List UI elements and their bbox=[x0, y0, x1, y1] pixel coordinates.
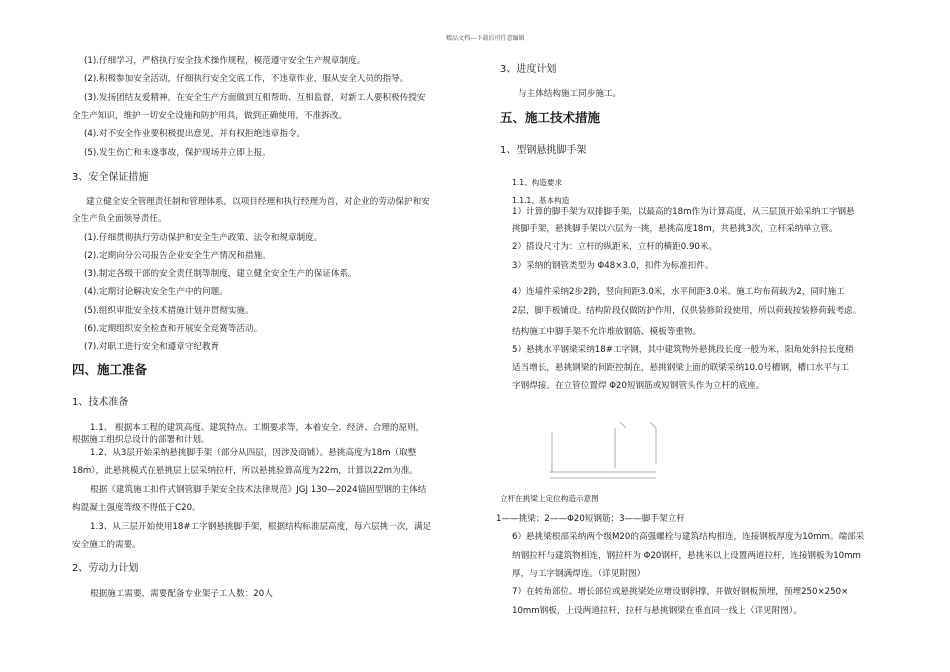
page-header: 精品文档---下载后可任意编辑 bbox=[446, 35, 525, 42]
paragraph-line: (7).对职工进行安全和遵章守纪教育 bbox=[84, 342, 220, 352]
paragraph-line: 10mm钢板，上设两道拉杆，拉杆与悬挑钢梁在垂直同一线上（详见附图）。 bbox=[512, 606, 802, 616]
chapter-heading: 四、施工准备 bbox=[72, 362, 148, 377]
paragraph-line: (5).组织审批安全技术措施计划并贯彻实施。 bbox=[84, 306, 254, 316]
paragraph-line: 根据施工需要，需要配备专业架子工人数：20人 bbox=[90, 589, 273, 599]
paragraph-line: (1).仔细贯彻执行劳动保护和安全生产政策、法令和规章制度。 bbox=[84, 233, 323, 243]
section-heading: 2、劳动力计划 bbox=[72, 563, 139, 574]
chapter-heading: 五、施工技术措施 bbox=[500, 110, 601, 125]
paragraph-line: (2).定期向分公司报告企业安全生产情况和措施。 bbox=[84, 251, 271, 261]
scaffold-diagram bbox=[530, 420, 670, 490]
paragraph-line: 适当增长，悬挑钢梁的间距控制在，悬挑钢梁上面的联梁采纳10.0号槽钢，槽口水平与工 bbox=[512, 363, 850, 373]
paragraph-line: 挑脚手架，悬挑脚手架以六层为一挑，悬挑高度18m，共悬挑3次，立杆采纳单立管。 bbox=[512, 224, 838, 234]
paragraph-line: 字钢焊接。在立管位置焊 Φ20短钢筋或短钢管头作为立杆的底座。 bbox=[512, 381, 765, 391]
figure-legend: 1——挑梁；2——Φ20短钢筋；3——脚手架立杆 bbox=[496, 514, 685, 524]
paragraph-line: 根据施工组织总设计的部署和计划。 bbox=[72, 435, 210, 445]
paragraph-line: 与主体结构施工同步施工。 bbox=[518, 89, 622, 99]
paragraph-line: 1.3、从三层开始使用18#工字钢悬挑脚手架，根据结构标准层高度，每六层挑一次，满足 bbox=[90, 522, 432, 532]
paragraph-line: 建立健全安全管理责任制和管理体系，以项目经理和执行经理为首，对企业的劳动保护和安 bbox=[86, 197, 430, 207]
paragraph-line: 6）悬挑梁根部采纳两个级M20的高强螺栓与建筑结构相连，连接钢板厚度为10mm。端部采 bbox=[512, 532, 865, 542]
subsection-heading: 1.1.1、基本构造 bbox=[512, 196, 570, 205]
paragraph-line: (4).定期讨论解决安全生产中的问题。 bbox=[84, 287, 228, 297]
paragraph-line: 纳钢拉杆与建筑物相连，钢拉杆为 Φ20钢杆，悬挑米以上设置两道拉杆，连接钢板为10mm bbox=[512, 551, 861, 561]
paragraph-line: (1).仔细学习，严格执行安全技术操作规程，模范遵守安全生产规章制度。 bbox=[84, 56, 366, 66]
paragraph-line: 2层，脚手板铺设。结构阶段仅做防护作用，仅供装修阶段使用，所以荷载按装修荷载考虑。 bbox=[512, 306, 862, 316]
paragraph-line: 厚，与工字钢满焊连。（详见附图） bbox=[512, 569, 646, 579]
paragraph-line: 7）在转角部位、增长部位或悬挑梁处应增设钢斜撑，并做好钢板预埋，预埋250×250× bbox=[512, 587, 849, 597]
paragraph-line: 1.1、 根据本工程的建筑高度、建筑特点、工期要求等，本着安全、经济、合理的原则， bbox=[90, 423, 425, 433]
scaffold-diagram-drawing bbox=[530, 420, 670, 490]
paragraph-line: 构混凝土强度等级不得低于C20。 bbox=[72, 503, 201, 513]
paragraph-line: (3).发扬团结友爱精神，在安全生产方面做到互相帮助、互相监督，对新工人要积极传授安 bbox=[84, 93, 426, 103]
section-heading: 3、安全保证措施 bbox=[72, 172, 149, 183]
paragraph-line: 根据《建筑施工扣件式钢管脚手架安全技术法律规范》JGJ 130—2024锚固型钢的主体结 bbox=[90, 485, 427, 495]
paragraph-line: (6).定期组织安全检查和开展安全竞赛等活动。 bbox=[84, 324, 263, 334]
figure-caption: 立杆在挑梁上定位构造示意图 bbox=[500, 494, 599, 503]
paragraph-line: 结构施工中脚手架不允许堆放钢筋、模板等重物。 bbox=[512, 327, 702, 337]
paragraph-line: 安全施工的需要。 bbox=[72, 540, 141, 550]
paragraph-line: 2）搭设尺寸为：立杆的纵距米，立杆的横距0.90米。 bbox=[512, 242, 718, 252]
paragraph-line: (4).对不安全作业要积极提出意见，并有权拒绝违章指令。 bbox=[84, 129, 306, 139]
section-heading: 1、技术准备 bbox=[72, 397, 129, 408]
paragraph-line: (5).发生伤亡和未遂事故，保护现场并立即上报。 bbox=[84, 148, 271, 158]
diagram-leader-line bbox=[650, 422, 656, 428]
paragraph-line: 18m），此悬挑模式在悬挑层上层采纳拉杆，所以悬挑验算高度为22m，计算以22m为准。 bbox=[72, 466, 418, 476]
paragraph-line: 5）悬挑水平钢梁采纳18#工字钢，其中建筑物外悬挑段长度一般为米，阳角处斜拉长度稍 bbox=[512, 345, 854, 355]
section-heading: 1、型钢悬挑脚手架 bbox=[500, 145, 587, 156]
diagram-leader-line bbox=[620, 422, 626, 428]
paragraph-line: (3).制定各级干部的安全责任制等制度，建立健全安全生产的保证体系。 bbox=[84, 269, 357, 279]
paragraph-line: 全生产知识，维护一切安全设施和防护用具，做到正确使用，不准拆改。 bbox=[72, 111, 348, 121]
subsection-heading: 1.1、构造要求 bbox=[512, 178, 563, 187]
paragraph-line: 全生产负全面领导责任。 bbox=[72, 214, 167, 224]
paragraph-line: 3）采纳的钢管类型为 Φ48×3.0，扣件为标准扣件。 bbox=[512, 261, 714, 271]
paragraph-line: 4）连墙件采纳2步2跨，竖向间距3.0米，水平间距3.0米。施工均布荷载为2，同时施工 bbox=[512, 287, 845, 297]
paragraph-line: 1）计算的脚手架为双排脚手架，以最高的18m作为计算高度，从三层顶开始采纳工字钢悬 bbox=[512, 207, 855, 217]
section-heading: 3、进度计划 bbox=[500, 64, 557, 75]
paragraph-line: 1.2、从3层开始采纳悬挑脚手架（部分从四层，因涉及商铺）。悬挑高度为18m（取整 bbox=[90, 448, 417, 458]
paragraph-line: (2).积极参加安全活动，仔细执行安全交底工作，不违章作业，服从安全人员的指导。 bbox=[84, 74, 409, 84]
